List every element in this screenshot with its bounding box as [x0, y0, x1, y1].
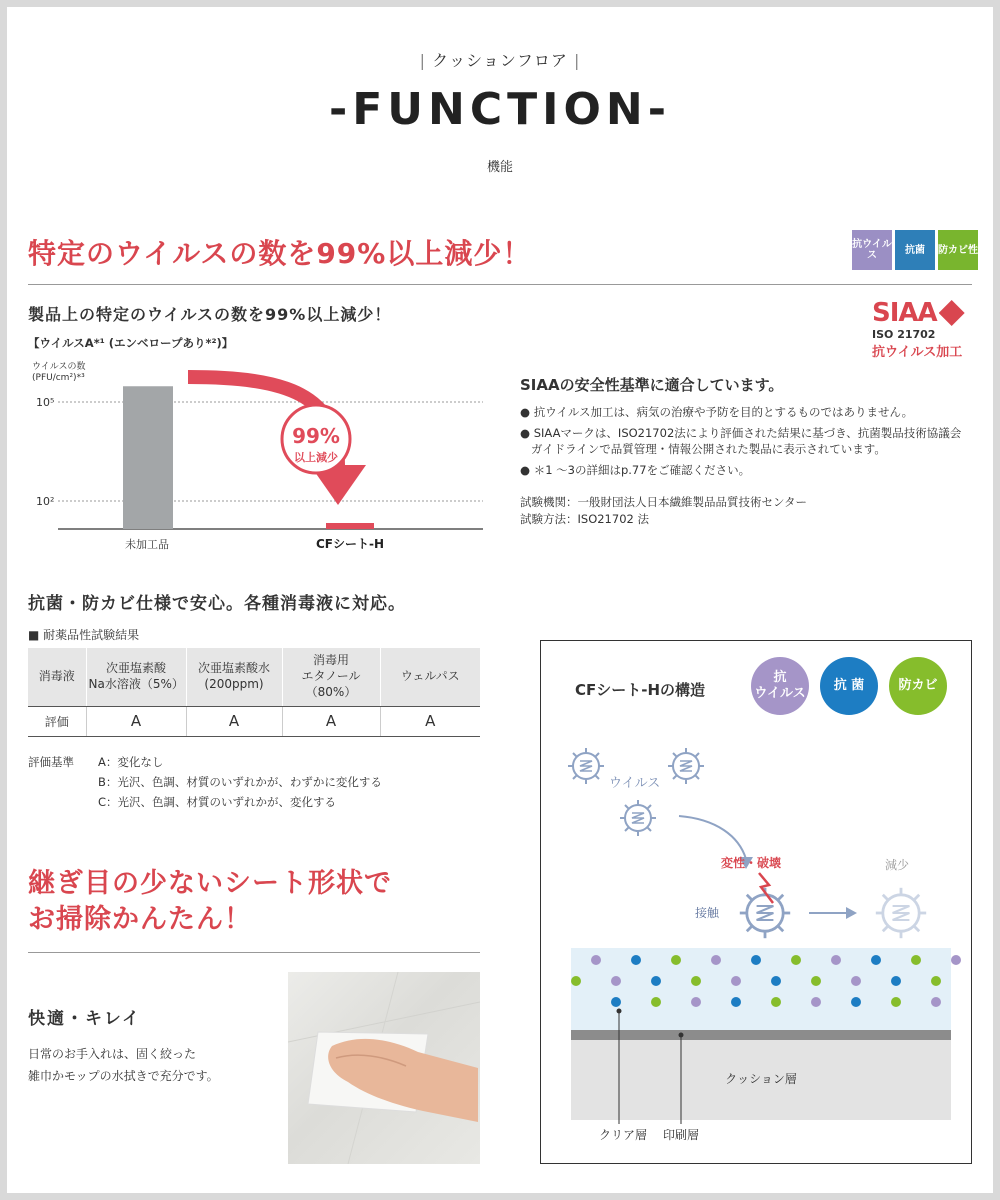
xlabel-cfsheet: CFシート-H	[315, 537, 385, 551]
print-layer-label: 印刷層	[663, 1128, 700, 1142]
test-org: 試験機関：一般財団法人日本繊維製品品質技術センター	[520, 495, 808, 509]
criteria-label: 評価基準	[28, 755, 74, 769]
layer-illustration	[541, 731, 971, 1161]
antimold-circle: 防カビ	[889, 657, 947, 715]
particle-dot	[691, 976, 701, 986]
particle-dot	[771, 997, 781, 1007]
particle-dot	[651, 997, 661, 1007]
particle-dot	[811, 976, 821, 986]
section1-subheadline: 製品上の特定のウイルスの数を99%以上減少！	[28, 305, 392, 324]
particle-dot	[611, 997, 621, 1007]
chart-ylabel-line1: ウイルスの数	[32, 362, 86, 372]
particle-dot	[631, 955, 641, 965]
particle-dot	[891, 976, 901, 986]
particle-dot	[711, 955, 721, 965]
section3-subtitle: 快適・キレイ	[28, 1009, 141, 1029]
ytick-1e5: 10⁵	[36, 396, 55, 409]
test-method: 試験方法：ISO21702 法	[520, 511, 649, 526]
siaa-mark	[872, 298, 972, 360]
antimold-badge-icon: 防カビ性	[938, 230, 978, 270]
particle-dot	[871, 955, 881, 965]
structure-title: CFシート-Hの構造	[575, 681, 706, 699]
compliance-notes	[520, 404, 975, 479]
reduction-pct: 99%	[292, 424, 340, 448]
particle-dot	[831, 955, 841, 965]
table-cell: 評価	[28, 706, 86, 736]
table-header-cell: ウェルパス	[380, 648, 480, 706]
particle-dot	[851, 976, 861, 986]
particle-dot	[811, 997, 821, 1007]
siaa-iso: ISO 21702	[872, 328, 936, 341]
particle-dot	[651, 976, 661, 986]
section3-desc-line1: 日常のお手入れは、固く絞った	[28, 1047, 197, 1061]
note-item: ガイドラインで品質管理・情報公開された製品に表示されています。	[531, 442, 886, 457]
print-layer	[571, 1030, 951, 1040]
cushion-layer-label: クッション層	[725, 1072, 797, 1086]
virus-label: ウイルス	[609, 776, 661, 791]
particle-dot	[891, 997, 901, 1007]
clear-layer	[571, 948, 951, 1030]
xlabel-untreated: 未加工品	[125, 538, 169, 551]
table-header-cell: 次亜塩素酸 Na水溶液（5%）	[86, 648, 186, 706]
virus-a-label: 【ウイルスA*¹ (エンベロープあり*²)】	[28, 336, 234, 350]
cleaning-photo	[288, 972, 480, 1164]
siaa-logo-text: SIAA	[872, 298, 937, 328]
section3-rule	[28, 952, 480, 953]
section3-headline	[28, 866, 392, 937]
particle-dot	[771, 976, 781, 986]
table-header-cell: 消毒用 エタノール （80%）	[282, 648, 380, 706]
virus-icon	[668, 748, 704, 784]
antivirus-badge-icon: 抗ウイルス	[852, 230, 892, 270]
test-info	[520, 494, 807, 527]
particle-dot	[571, 976, 581, 986]
feature-badges	[852, 230, 978, 270]
divider-right: |	[573, 51, 581, 70]
criteria-item: A：変化なし	[98, 755, 164, 769]
table-cell: A	[86, 706, 186, 736]
note-item: ● ＊1 ～3の詳細はp.77をご確認ください。	[520, 463, 751, 478]
criteria-list	[98, 752, 382, 812]
antivirus-circle: 抗 ウイルス	[751, 657, 809, 715]
virus-icon	[620, 800, 656, 836]
particle-dot	[731, 976, 741, 986]
virus-icon	[568, 748, 604, 784]
section2-headline: 抗菌・防カビ仕様で安心。各種消毒液に対応。	[28, 594, 406, 614]
criteria-item: B：光沢、色調、材質のいずれかが、わずかに変化する	[98, 775, 382, 790]
particle-dot	[691, 997, 701, 1007]
function-subtitle: 機能	[486, 160, 513, 175]
particle-dot	[931, 997, 941, 1007]
particle-dot	[671, 955, 681, 965]
particle-dot	[731, 997, 741, 1007]
reduction-text: 以上減少	[294, 451, 338, 464]
particle-dot	[931, 976, 941, 986]
table-header-cell: 消毒液	[28, 648, 86, 706]
chart-ylabel-line2: (PFU/cm²)*³	[32, 373, 85, 383]
antibacterial-circle: 抗 菌	[820, 657, 878, 715]
category-title	[0, 48, 1000, 71]
structure-diagram	[540, 640, 972, 1164]
table-header-cell: 次亜塩素酸水 (200ppm)	[186, 648, 282, 706]
table-title: ■ 耐薬品性試験結果	[28, 628, 140, 642]
siaa-label: 抗ウイルス加工	[872, 345, 963, 360]
table-header-row	[28, 648, 480, 706]
particle-dot	[951, 955, 961, 965]
note-item: ● SIAAマークは、ISO21702法により評価された結果に基づき、抗菌製品技術協議会	[520, 425, 962, 440]
antibacterial-badge-icon: 抗菌	[895, 230, 935, 270]
section3-headline-line1: 継ぎ目の少ないシート形状で	[28, 868, 392, 899]
reduced-virus-icon	[876, 888, 926, 938]
criteria-item: C：光沢、色調、材質のいずれかが、変化する	[98, 795, 337, 810]
divider-left: |	[419, 51, 427, 70]
compliance-title: SIAAの安全性基準に適合しています。	[520, 376, 784, 394]
contact-label: 接触	[695, 906, 720, 920]
virus-chart	[28, 355, 498, 560]
chart-bar-1	[326, 523, 374, 529]
particle-dot	[611, 976, 621, 986]
table-cell: A	[380, 706, 480, 736]
note-item: ● 抗ウイルス加工は、病気の治療や予防を目的とするものではありません。	[520, 405, 914, 419]
section3-desc-line2: 雑巾かモップの水拭きで充分です。	[28, 1068, 219, 1083]
clear-layer-label: クリア層	[599, 1128, 648, 1142]
ytick-1e2: 10²	[36, 495, 55, 508]
function-title: -FUNCTION-	[328, 84, 672, 135]
table-cell: A	[186, 706, 282, 736]
chart-bar-0	[123, 386, 173, 529]
hand-wiping-image	[288, 972, 480, 1164]
particle-dot	[751, 955, 761, 965]
table-row	[28, 706, 480, 736]
particle-dot	[791, 955, 801, 965]
chemical-resistance-table	[28, 648, 480, 737]
particle-dot	[591, 955, 601, 965]
damage-label: 変性・破壊	[721, 856, 782, 870]
reduce-label: 減少	[885, 858, 910, 872]
siaa-diamond-icon	[939, 300, 965, 326]
section1-headline: 特定のウイルスの数を99%以上減少！	[28, 237, 532, 270]
section1-rule	[28, 284, 972, 285]
contact-virus-icon	[740, 888, 790, 938]
particle-dot	[911, 955, 921, 965]
particle-dot	[851, 997, 861, 1007]
category-label: クッションフロア	[432, 51, 568, 70]
table-cell: A	[282, 706, 380, 736]
section3-desc	[28, 1044, 219, 1087]
section3-headline-line2: お掃除かんたん！	[28, 903, 252, 935]
